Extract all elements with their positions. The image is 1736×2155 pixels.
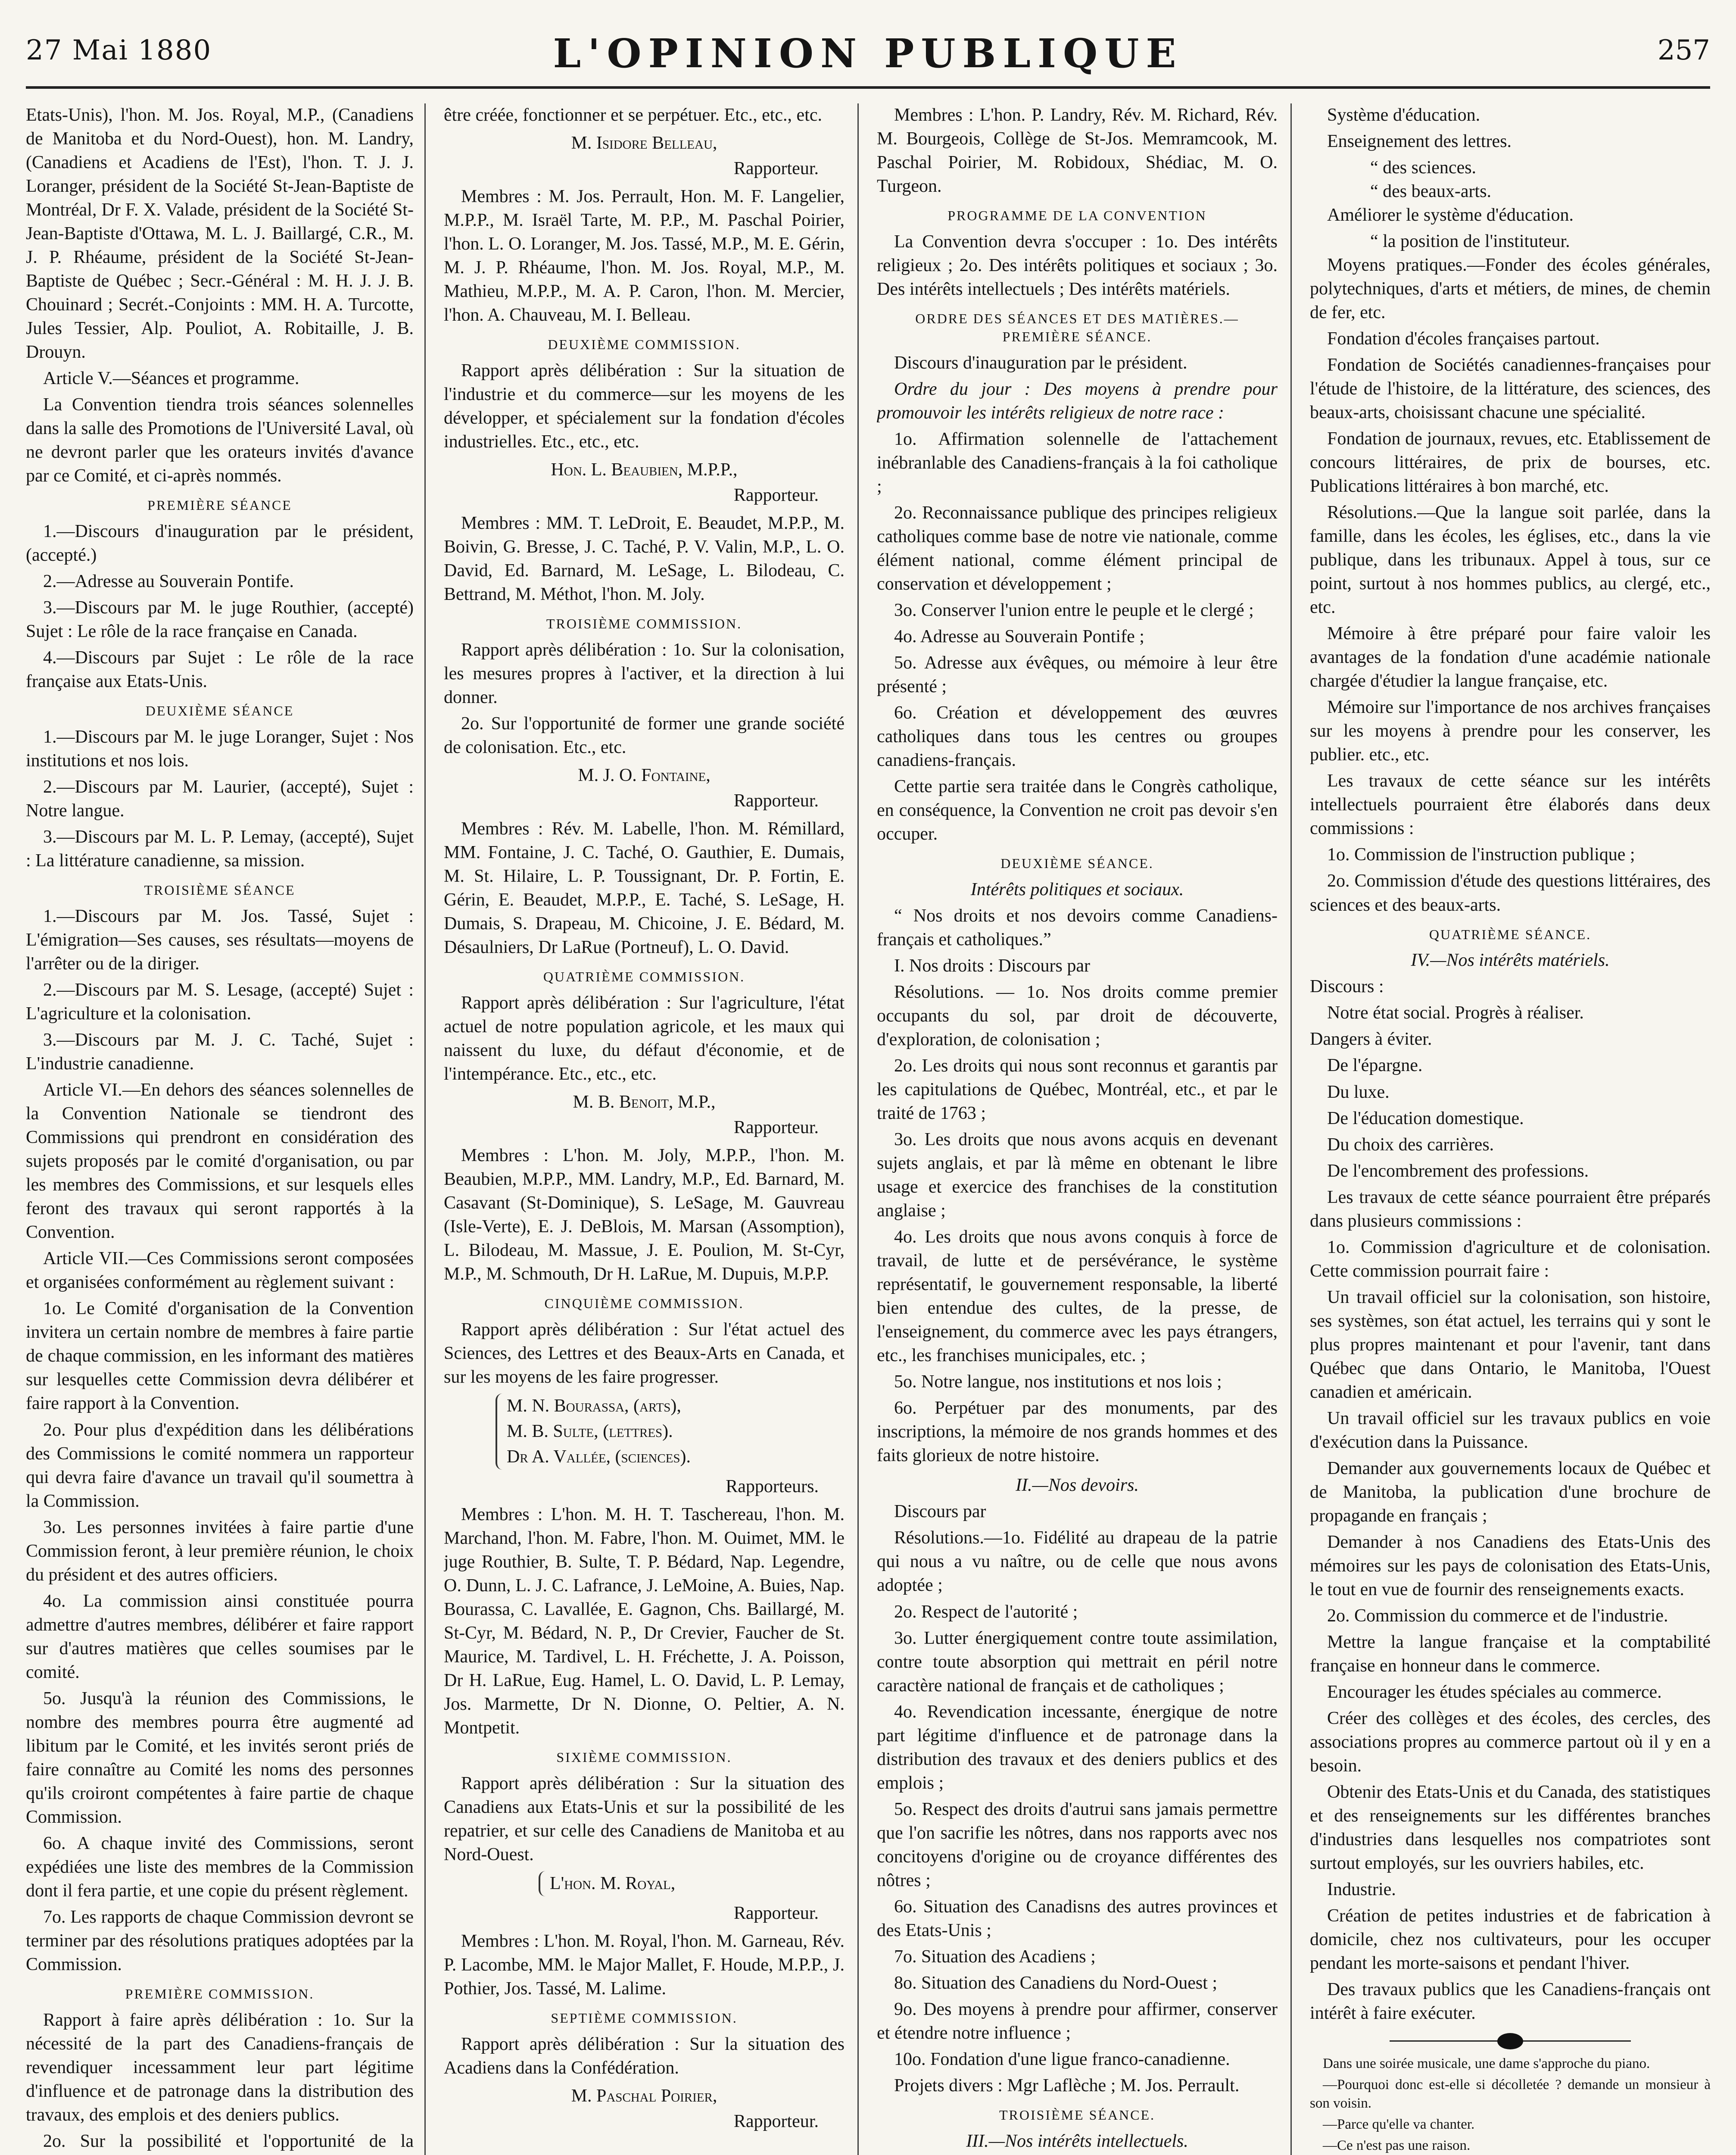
paragraph: Notre état social. Progrès à réaliser. <box>1327 1003 1584 1023</box>
rapporteur-label: Rapporteur. <box>733 485 819 506</box>
rapporteur-name: M. Paschal Poirier, <box>571 2086 717 2106</box>
paragraph: 1.—Discours d'inauguration par le président, (accepté.) <box>26 522 414 565</box>
ornament-center <box>1497 2033 1523 2049</box>
paragraph: Dans une soirée musicale, une dame s'approche du piano. <box>1323 2056 1650 2072</box>
section-heading: DEUXIÈME SÉANCE <box>145 703 294 719</box>
paragraph: 6o. A chaque invité des Commissions, seront expédiées une liste des membres de la Commission dont il fera partie, et une copie du présent règlement. <box>26 1833 414 1901</box>
subheading: IV.—Nos intérêts matériels. <box>1411 950 1610 971</box>
paragraph: Cette partie sera traitée dans le Congrès catholique, en conséquence, la Convention ne croit pas devoir s'en occuper. <box>877 777 1278 844</box>
paragraph: 9o. Des moyens à prendre pour affirmer, conserver et étendre notre influence ; <box>877 1999 1278 2043</box>
section-heading: QUATRIÈME COMMISSION. <box>543 969 745 985</box>
paragraph: Rapport après délibération : Sur l'agriculture, l'état actuel de notre population agricole, et les maux qui naissent du luxe, du défaut d'économie, et de l'intempérance. Etc., etc., etc. <box>444 993 845 1084</box>
paragraph: 4.—Discours par Sujet : Le rôle de la race française aux Etats-Unis. <box>26 648 414 692</box>
list-line: De l'épargne. <box>1327 1056 1423 1076</box>
list-line: “ des sciences. <box>1370 158 1477 178</box>
paragraph: Fondation de journaux, revues, etc. Etablissement de concours littéraires, de prix de bourses, etc. Publications littéraires à bon marché, etc. <box>1310 429 1711 497</box>
column-rule <box>857 103 859 2155</box>
paragraph: 1o. Commission d'agriculture et de colonisation. Cette commission pourrait faire : <box>1310 1237 1711 1281</box>
paragraph: Membres : L'hon. M. Joly, M.P.P., l'hon. M. Beaubien, M.P.P., MM. Landry, M.P., Ed. Barnard, M. Casavant (St-Dominique), S. LeSage, M. Gauvreau (Isle-Verte), E. J. DeBlois, M. Marsan (Assomption), L. Bilodeau, M. Massue, J. E. Poulion, M. St-Cyr, M.P., M. Schmouth, Dr H. LaRue, M. Dupuis, M.P.P. <box>444 1146 845 1284</box>
paragraph: 5o. Respect des droits d'autrui sans jamais permettre que l'on sacrifie les nôtres, dans nos rapports avec nos concitoyens d'origine ou de croyance différentes des nôtres ; <box>877 1799 1278 1890</box>
paragraph: Mettre la langue française et la comptabilité française en honneur dans le commerce. <box>1310 1632 1711 1676</box>
rapporteur-label: Rapporteur. <box>733 159 819 179</box>
paragraph: 4o. Revendication incessante, énergique de notre part légitime d'influence et de patronage dans la distribution des travaux et des deniers publics et des emplois ; <box>877 1702 1278 1793</box>
list-line: De l'encombrement des professions. <box>1327 1161 1589 1181</box>
section-heading: PREMIÈRE SÉANCE <box>147 497 292 513</box>
paragraph: Etats-Unis), l'hon. M. Jos. Royal, M.P., (Canadiens de Manitoba et du Nord-Ouest), hon. M. Landry, (Canadiens et Acadiens de l'Est), l'hon. T. J. J. Loranger, président de la Société St-Jean-Baptiste de Montréal, Dr F. X. Valade, président de la Société St-Jean-Baptiste d'Ottawa, M. L. J. Baillargé, C.R., M. J. P. Rhéaume, président de la Société St-Jean-Baptiste de Québec ; Secr.-Général : M. H. J. J. B. Chouinard ; Secrét.-Conjoints : MM. H. A. Turcotte, Jules Tessier, Alp. Pouliot, A. Robitaille, J. B. Drouyn. <box>26 105 414 362</box>
paragraph: La Convention tiendra trois séances solennelles dans la salle des Promotions de l'Université Laval, où ne devront parler que les orateurs invités d'avance par ce Comité, et ci-après nommés. <box>26 395 414 486</box>
paragraph: 3o. Lutter énergiquement contre toute assimilation, contre toute absorption qui mettrait en péril notre caractère national de français et de catholiques ; <box>877 1628 1278 1696</box>
paragraph: 1.—Discours par M. le juge Loranger, Sujet : Nos institutions et nos lois. <box>26 727 414 771</box>
paragraph: 2o. Les droits qui nous sont reconnus et garantis par les capitulations de Québec, Montréal, etc., et par le traité de 1763 ; <box>877 1056 1278 1124</box>
paragraph: 4o. Adresse au Souverain Pontife ; <box>894 627 1144 646</box>
paragraph: Résolutions.—1o. Fidélité au drapeau de la patrie qui nous a vu naître, ou de celle que nous avons adoptée ; <box>877 1528 1278 1596</box>
paragraph: Article VI.—En dehors des séances solennelles de la Convention Nationale se tiendront des Commissions qui prendront en considération des sujets proposés par le comité d'organisation, ou par les membres des Commissions, et sur lesquels elles feront des travaux qui seront rapportés à la Convention. <box>26 1080 414 1243</box>
paragraph: —Parce qu'elle va chanter. <box>1323 2116 1475 2132</box>
ornament-divider <box>1390 2038 1631 2044</box>
paragraph: Rapport après délibération : Sur la situation de l'industrie et du commerce—sur les moyens de les développer, et spécialement sur la fondation d'écoles industrielles. Etc., etc., etc. <box>444 361 845 452</box>
list-line: Système d'éducation. <box>1327 105 1480 125</box>
rapporteur-name: M. Isidore Belleau, <box>571 133 717 153</box>
subheading: II.—Nos devoirs. <box>1016 1475 1139 1496</box>
rapporteur-label: Rapporteur. <box>733 2111 819 2131</box>
paragraph: La Convention devra s'occuper : 1o. Des intérêts religieux ; 2o. Des intérêts politiques et sociaux ; 3o. Des intérêts intellectuels ; Des intérêts matériels. <box>877 231 1278 299</box>
section-heading: PROGRAMME DE LA CONVENTION <box>947 208 1207 224</box>
rapporteur-label: Rapporteur. <box>733 1903 819 1923</box>
paragraph: Rapport après délibération : Sur la situation des Canadiens aux Etats-Unis et sur la possibilité de les repatrier, et sur celle des Canadiens de Manitoba et au Nord-Ouest. <box>444 1773 845 1865</box>
section-heading: SIXIÈME COMMISSION. <box>556 1749 732 1765</box>
paragraph: Un travail officiel sur les travaux publics en voie d'exécution dans la Puissance. <box>1310 1408 1711 1452</box>
paragraph: être créée, fonctionner et se perpétuer. Etc., etc., etc. <box>444 105 823 125</box>
rapporteur-brace <box>539 1871 845 1896</box>
issue-date: 27 Mai 1880 <box>26 34 212 66</box>
rapporteur-name: M. N. Bourassa, (arts), <box>507 1396 681 1416</box>
paragraph: 4o. La commission ainsi constituée pourra admettre d'autres membres, délibérer et faire rapport sur d'autres matières que celles soumises par le comité. <box>26 1591 414 1682</box>
paragraph: 3o. Les droits que nous avons acquis en devenant sujets anglais, et par là même en obtenant le libre usage et exercice des franchises de la constitution anglaise ; <box>877 1130 1278 1221</box>
paragraph: Demander aux gouvernements locaux de Québec et de Manitoba, la publication d'une brochure de propagande en français ; <box>1310 1458 1711 1526</box>
rapporteur-name: M. B. Sulte, (lettres). <box>507 1421 673 1442</box>
column-2 <box>444 103 845 2155</box>
subheading: III.—Nos intérêts intellectuels. <box>966 2131 1188 2151</box>
paragraph: Dangers à éviter. <box>1310 1029 1432 1049</box>
paragraph: 5o. Adresse aux évêques, ou mémoire à leur être présenté ; <box>877 653 1278 697</box>
paragraph: 2.—Discours par M. S. Lesage, (accepté) Sujet : L'agriculture et la colonisation. <box>26 980 414 1024</box>
column-rule <box>1290 103 1292 2155</box>
rapporteur-label: Rapporteur. <box>733 791 819 811</box>
paragraph: Discours par <box>894 1502 986 1522</box>
section-heading: SEPTIÈME COMMISSION. <box>551 2010 738 2026</box>
paragraph: 1o. Le Comité d'organisation de la Convention invitera un certain nombre de membres à faire partie de chaque commission, en les informant des matières sur lesquelles cette Commission devra délibérer et faire rapport à la Convention. <box>26 1299 414 1414</box>
paragraph: Création de petites industries et de fabrication à domicile, chez nos cultivateurs, pour les occuper pendant les morte-saisons et pendant l'hiver. <box>1310 1906 1711 1974</box>
paragraph: 8o. Situation des Canadiens du Nord-Ouest ; <box>894 1973 1218 1993</box>
paragraph: Les travaux de cette séance pourraient être préparés dans plusieurs commissions : <box>1310 1187 1711 1231</box>
column-rule <box>424 103 426 2155</box>
rapporteur-name: Hon. L. Beaubien, M.P.P., <box>551 460 738 480</box>
paragraph: 2o. Reconnaissance publique des principes religieux catholiques comme base de notre vie nationale, comme élément national, comme élément principal de conservation et développement ; <box>877 503 1278 594</box>
paragraph: 6o. Perpétuer par des monuments, par des inscriptions, la mémoire de nos grands hommes et des faits glorieux de notre histoire. <box>877 1398 1278 1466</box>
rapporteur-name: Dr A. Vallée, (sciences). <box>507 1446 691 1467</box>
section-heading: TROISIÈME COMMISSION. <box>546 616 742 632</box>
rapporteur-label: Rapporteur. <box>733 1118 819 1138</box>
paragraph: Obtenir des Etats-Unis et du Canada, des statistiques et des renseignements sur les différentes branches d'industries dans lesquelles nos compatriotes sont surtout employés, sur les ouvriers habiles, etc. <box>1310 1782 1711 1873</box>
section-heading: CINQUIÈME COMMISSION. <box>544 1296 744 1312</box>
paragraph: 5o. Jusqu'à la réunion des Commissions, le nombre des membres pourra être augmenté ad libitum par le Comité, et les invités seront priés de faire connaître au Comité les noms des personnes qu'ils croiront compétentes à faire partie de chaque Commission. <box>26 1688 414 1827</box>
rapporteurs-brace <box>496 1393 845 1469</box>
paragraph: 3.—Discours par M. L. P. Lemay, (accepté), Sujet : La littérature canadienne, sa mission. <box>26 827 414 871</box>
paragraph: Les travaux de cette séance sur les intérêts intellectuels pourraient être élaborés dans deux commissions : <box>1310 771 1711 839</box>
section-heading: TROISIÈME SÉANCE <box>144 882 296 898</box>
paragraph: Fondation de Sociétés canadiennes-françaises pour l'étude de l'histoire, de la littérature, des sciences, des beaux-arts, choisissant chacune une spécialité. <box>1310 355 1711 423</box>
paragraph: Encourager les études spéciales au commerce. <box>1327 1682 1662 1702</box>
paragraph: 3o. Conserver l'union entre le peuple et le clergé ; <box>894 600 1254 620</box>
paragraph: Ordre du jour : Des moyens à prendre pour promouvoir les intérêts religieux de notre race : <box>877 379 1278 423</box>
paragraph: 3.—Discours par M. le juge Routhier, (accepté) Sujet : Le rôle de la race française en Canada. <box>26 598 414 642</box>
paragraph: 7o. Les rapports de chaque Commission devront se terminer par des résolutions pratiques adoptées par la Commission. <box>26 1907 414 1974</box>
paragraph: 2o. Sur l'opportunité de former une grande société de colonisation. Etc., etc. <box>444 714 845 758</box>
paragraph: Mémoire sur l'importance de nos archives françaises sur les moyens à prendre pour les conserver, les publier. etc., etc. <box>1310 697 1711 765</box>
list-line: De l'éducation domestique. <box>1327 1108 1524 1128</box>
section-heading: QUATRIÈME SÉANCE. <box>1429 926 1592 942</box>
rapporteur-name: L'hon. M. Royal, <box>550 1873 676 1893</box>
paragraph: Membres : L'hon. P. Landry, Rév. M. Richard, Rév. M. Bourgeois, Collège de St-Jos. Memramcook, M. Paschal Poirier, M. Robidoux, Shédiac, M. O. Turgeon. <box>877 105 1278 197</box>
section-heading: ORDRE DES SÉANCES ET DES MATIÈRES.—PREMIÈRE SÉANCE. <box>915 311 1239 344</box>
list-line: Du luxe. <box>1327 1082 1390 1102</box>
paragraph: 1o. Affirmation solennelle de l'attachement inébranlable des Canadiens-français à la foi catholique ; <box>877 429 1278 497</box>
page-number: 257 <box>1657 34 1710 66</box>
paragraph: Membres : L'hon. M. Royal, l'hon. M. Garneau, Rév. P. Lacombe, MM. le Major Mallet, F. Houde, M.P.P., J. Pothier, Jos. Tassé, M. Lalime. <box>444 1931 845 1999</box>
paragraph: Membres : MM. T. LeDroit, E. Beaudet, M.P.P., M. Boivin, G. Bresse, J. C. Taché, P. V. Valin, M.P., L. O. David, Ed. Barnard, M. LeSage, L. Bilodeau, C. Bettrand, M. Méthot, l'hon. M. Joly. <box>444 513 845 605</box>
paragraph: Rapport après délibération : Sur l'état actuel des Sciences, des Lettres et des Beaux-Arts en Canada, et sur les moyens de les faire progresser. <box>444 1320 845 1387</box>
paragraph: 5o. Notre langue, nos institutions et nos lois ; <box>894 1372 1222 1392</box>
paragraph: Résolutions.—Que la langue soit parlée, dans la famille, dans les écoles, les églises, etc., dans la vie publique, dans les tribunaux. Appel à tous, sur ce point, surtout à nos hommes publics, au clergé, etc., etc. <box>1310 503 1711 618</box>
paragraph: Membres : M. Jos. Perrault, Hon. M. F. Langelier, M.P.P., M. Israël Tarte, M. P.P., M. Paschal Poirier, l'hon. L. O. Loranger, M. Jos. Tassé, M.P., M. E. Gérin, M. J. P. Rhéaume, l'hon. M. Jos. Royal, M.P., M. Mathieu, M.P.P., M. A. P. Caron, l'hon. M. Mercier, l'hon. A. Chauveau, M. I. Belleau. <box>444 187 845 325</box>
paragraph: 2o. Sur la possibilité et l'opportunité de la <box>43 2131 414 2151</box>
list-line: “ des beaux-arts. <box>1370 181 1492 202</box>
paragraph: Moyens pratiques.—Fonder des écoles générales, polytechniques, d'arts et métiers, de mines, de chemin de fer, etc. <box>1310 255 1711 323</box>
paragraph: Créer des collèges et des écoles, des cercles, des associations propres au commerce partout où il y en a besoin. <box>1310 1708 1711 1776</box>
paragraph: 2o. Respect de l'autorité ; <box>894 1602 1078 1622</box>
paragraph: 7o. Situation des Acadiens ; <box>894 1946 1096 1967</box>
paragraph: 1o. Commission de l'instruction publique ; <box>1327 845 1635 865</box>
paragraph: Industrie. <box>1327 1880 1396 1899</box>
paragraph: Article VII.—Ces Commissions seront composées et organisées conformément au règlement suivant : <box>26 1249 414 1293</box>
newspaper-title: L'OPINION PUBLIQUE <box>553 30 1183 77</box>
paragraph: Demander à nos Canadiens des Etats-Unis des mémoires sur les pays de colonisation des Etats-Unis, le tout en vue de fournir des renseignements exacts. <box>1310 1532 1711 1599</box>
subheading: Intérêts politiques et sociaux. <box>970 880 1184 900</box>
paragraph: Fondation d'écoles françaises partout. <box>1327 329 1600 349</box>
paragraph: 6o. Situation des Canadisns des autres provinces et des Etats-Unis ; <box>877 1896 1278 1940</box>
paragraph: 2.—Discours par M. Laurier, (accepté), Sujet : Notre langue. <box>26 777 414 821</box>
paragraph: 4o. Les droits que nous avons conquis à force de travail, de lutte et de persévérance, le système représentatif, le gouvernement responsable, la liberté bien entendue des cultes, de la presse, de l'enseignement, du commerce avec les pays étrangers, etc., les franchises municipales, etc. ; <box>877 1227 1278 1366</box>
rapporteur-name: M. B. Benoit, M.P., <box>573 1092 716 1112</box>
paragraph: 3.—Discours par M. J. C. Taché, Sujet : L'industrie canadienne. <box>26 1030 414 1074</box>
paragraph: 2o. Commission du commerce et de l'industrie. <box>1327 1605 1668 1626</box>
paragraph: Discours : <box>1310 977 1384 997</box>
paragraph: 2o. Pour plus d'expédition dans les délibérations des Commissions le comité nommera un rapporteur qui devra faire d'avance un travail qu'il soumettra à la Commission. <box>26 1420 414 1511</box>
anecdote <box>1310 2055 1711 2155</box>
paragraph: Mémoire à être préparé pour faire valoir les avantages de la fondation d'une académie nationale chargée d'étudier la langue française, etc. <box>1310 624 1711 691</box>
paragraph: Rapport après délibération : 1o. Sur la colonisation, les mesures propres à l'activer, et la direction à lui donner. <box>444 640 845 708</box>
paragraph: Membres : Rév. M. Labelle, l'hon. M. Rémillard, MM. Fontaine, J. C. Taché, O. Gauthier, E. Dumais, M. St. Hilaire, L. P. Toussignant, Dr. P. Fortin, E. Gérin, E. Beaudet, M.P.P., E. Taché, S. LeSage, H. Dumais, S. Drapeau, M. Chicoine, J. E. Bédard, M. Désaulniers, Dr LaRue (Portneuf), L. O. David. <box>444 819 845 958</box>
paragraph: 3o. Les personnes invitées à faire partie d'une Commission feront, à leur première réunion, le choix du président et des autres officiers. <box>26 1517 414 1585</box>
paragraph: Projets divers : Mgr Laflèche ; M. Jos. Perrault. <box>894 2075 1240 2096</box>
paragraph: “ Nos droits et nos devoirs comme Canadiens-français et catholiques.” <box>877 906 1278 950</box>
paragraph: Un travail officiel sur la colonisation, son histoire, ses systèmes, son état actuel, les terrains qui y sont le plus propres maintenant et pour l'avenir, tant dans Québec que dans Ontario, le Manitoba, l'Ouest canadien et américain. <box>1310 1287 1711 1402</box>
masthead <box>26 26 1710 89</box>
paragraph: Résolutions. — 1o. Nos droits comme premier occupants du sol, par droit de découverte, d'exploration, de colonisation ; <box>877 982 1278 1050</box>
paragraph: —Pourquoi donc est-elle si décolletée ? demande un monsieur à son voisin. <box>1310 2077 1711 2111</box>
section-heading: DEUXIÈME SÉANCE. <box>1000 856 1154 871</box>
paragraph: —Ce n'est pas une raison. <box>1323 2137 1471 2153</box>
paragraph: Rapport à faire après délibération : 1o. Sur la nécessité de la part des Canadiens-français de revendiquer incessamment leur part légitime d'influence et de patronage dans la distribution des travaux, des emplois et des deniers publics. <box>26 2010 414 2125</box>
paragraph: I. Nos droits : Discours par <box>894 956 1090 976</box>
paragraph: 1.—Discours par M. Jos. Tassé, Sujet : L'émigration—Ses causes, ses résultats—moyens de l'arrêter ou de la diriger. <box>26 906 414 974</box>
paragraph: Des travaux publics que les Canadiens-français ont intérêt à faire exécuter. <box>1310 1980 1711 2024</box>
rapporteur-label: Rapporteurs. <box>726 1476 819 1496</box>
paragraph: Discours d'inauguration par le président. <box>894 353 1187 373</box>
paragraph: 2o. Commission d'étude des questions littéraires, des sciences et des beaux-arts. <box>1310 871 1711 915</box>
list-line: “ la position de l'instituteur. <box>1370 231 1570 252</box>
paragraph: Rapport après délibération : Sur la situation des Acadiens dans la Confédération. <box>444 2034 845 2078</box>
section-heading: TROISIÈME SÉANCE. <box>999 2107 1156 2123</box>
column-1 <box>26 103 414 2155</box>
paragraph: 2.—Adresse au Souverain Pontife. <box>43 572 294 592</box>
paragraph: 6o. Création et développement des œuvres catholiques dans tous les centres ou groupes canadiens-français. <box>877 703 1278 771</box>
section-heading: DEUXIÈME COMMISSION. <box>548 337 741 353</box>
list-line: Améliorer le système d'éducation. <box>1327 205 1574 225</box>
rapporteur-name: M. J. O. Fontaine, <box>578 765 711 786</box>
section-heading: PREMIÈRE COMMISSION. <box>125 1986 315 2002</box>
article-heading: Article V.—Séances et programme. <box>43 369 299 389</box>
paragraph: Membres : L'hon. M. H. T. Taschereau, l'hon. M. Marchand, l'hon. M. Fabre, l'hon. M. Ouimet, MM. le juge Routhier, B. Sulte, T. P. Bédard, Nap. Legendre, O. Dunn, L. J. C. Lafrance, J. LeMoine, A. Buies, Nap. Bourassa, C. Lavallée, E. Gagnon, Chs. Baillargé, M. St-Cyr, M. Bédard, N. P., Dr Crevier, Faucher de St. Maurice, M. Tardivel, L. H. Fréchette, J. A. Poisson, Dr H. LaRue, Eug. Hamel, L. O. David, L. P. Lemay, Jos. Marmette, Dr N. Dionne, O. Peltier, A. N. Montpetit. <box>444 1504 845 1738</box>
list-line: Enseignement des lettres. <box>1327 131 1512 152</box>
paragraph: 10o. Fondation d'une ligue franco-canadienne. <box>894 2049 1230 2069</box>
list-line: Du choix des carrières. <box>1327 1134 1494 1155</box>
column-3 <box>877 103 1278 2155</box>
column-4 <box>1310 103 1711 2155</box>
